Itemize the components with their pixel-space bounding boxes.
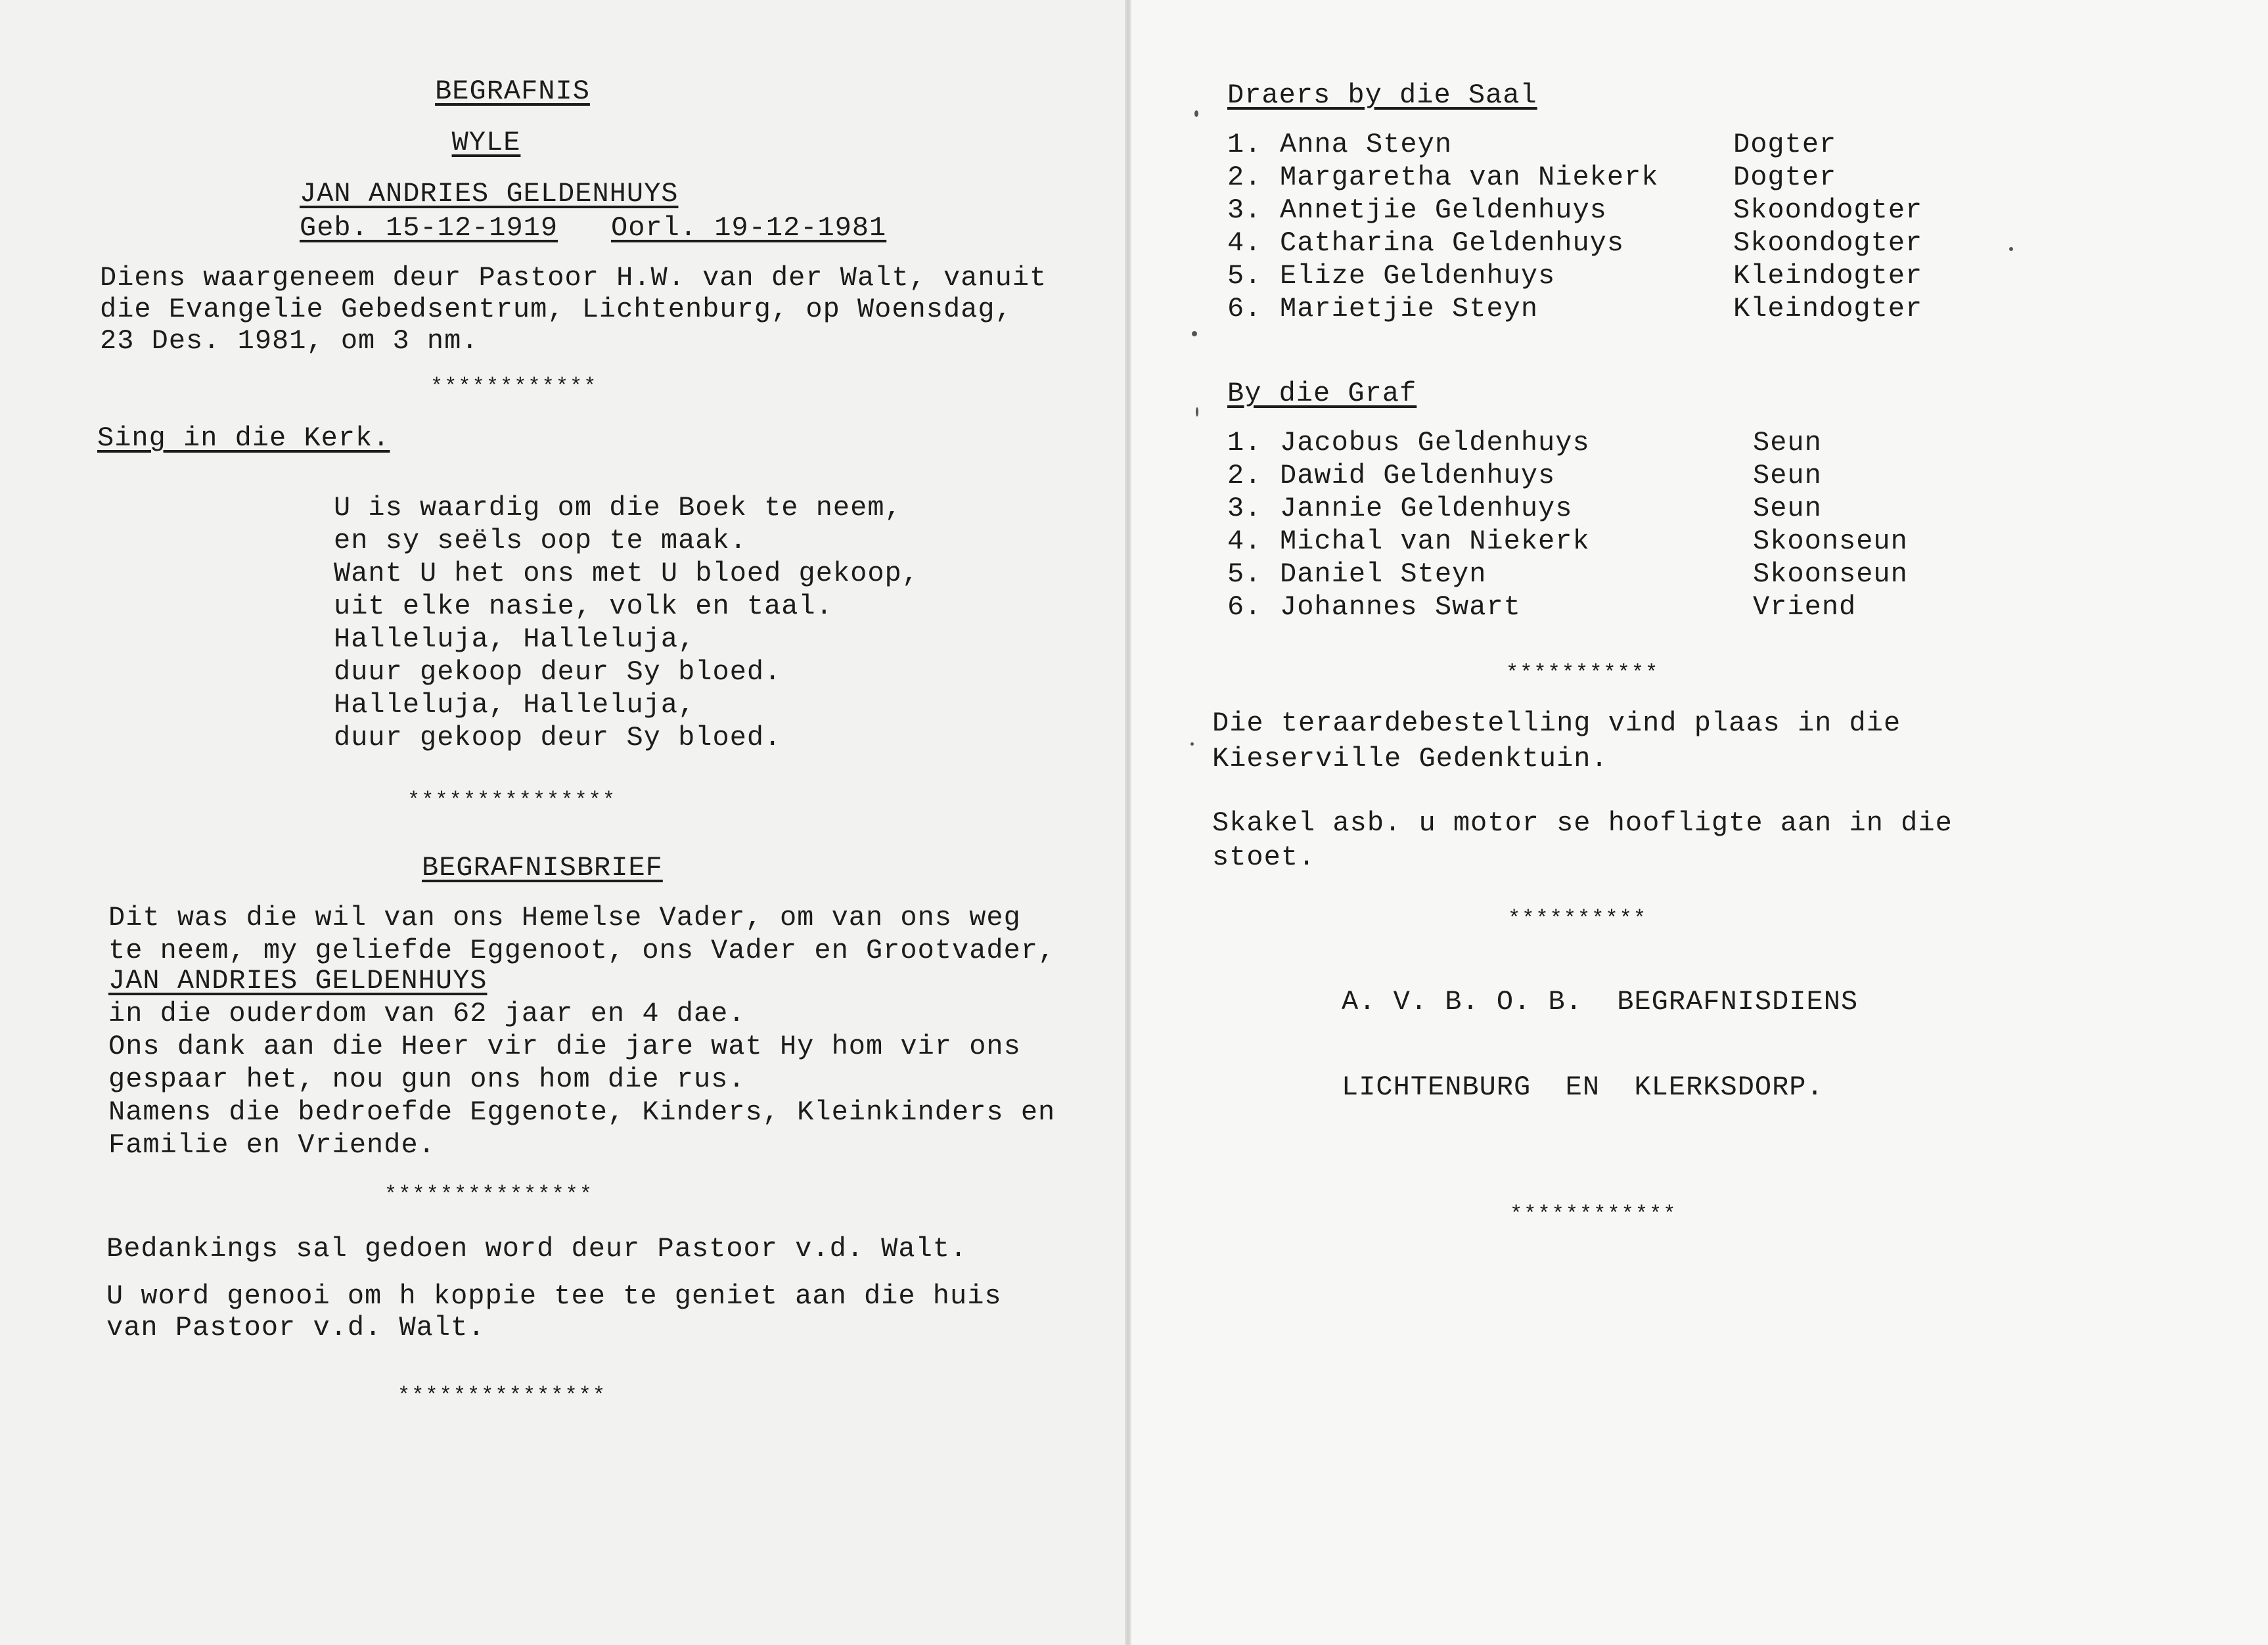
list-item: 6. Marietjie Steyn Kleindogter — [1227, 293, 1923, 325]
pallbearers-grave-list — [1227, 427, 1908, 624]
service-line: 23 Des. 1981, om 3 nm. — [100, 325, 479, 357]
letter-line: in die ouderdom van 62 jaar en 4 dae. — [108, 998, 746, 1029]
document-subtitle: WYLE — [451, 127, 521, 158]
undertaker-location: LICHTENBURG EN KLERKSDORP. — [1342, 1071, 1824, 1103]
list-item: 4. Catharina Geldenhuys Skoondogter — [1227, 227, 1923, 259]
paper-speck — [1196, 407, 1198, 417]
list-item: 6. Johannes Swart Vriend — [1227, 591, 1857, 623]
list-item: 5. Elize Geldenhuys Kleindogter — [1227, 260, 1923, 292]
thanks-line: Bedankings sal gedoen word deur Pastoor v.d. Walt. — [106, 1233, 968, 1265]
list-item: 1. Anna Steyn Dogter — [1227, 129, 1837, 160]
page-fold — [1125, 0, 1131, 1645]
document-title: BEGRAFNIS — [435, 76, 590, 107]
section-heading-graf: By die Graf — [1227, 378, 1417, 409]
paper-speck — [1194, 110, 1198, 117]
song-line: duur gekoop deur Sy bloed. — [334, 722, 782, 754]
separator-stars: *************** — [407, 788, 617, 813]
separator-stars: ************ — [1510, 1202, 1677, 1227]
burial-line: Kieserville Gedenktuin. — [1212, 743, 1608, 775]
pallbearers-hall-list — [1227, 129, 1922, 326]
undertaker-name: A. V. B. O. B. BEGRAFNISDIENS — [1342, 986, 1859, 1018]
list-item: 2. Margaretha van Niekerk Dogter — [1227, 162, 1837, 193]
burial-line: Die teraardebestelling vind plaas in die — [1212, 708, 1901, 739]
song-line: Want U het ons met U bloed gekoop, — [334, 558, 919, 589]
list-item: 3. Jannie Geldenhuys Seun — [1227, 493, 1822, 524]
list-item: 1. Jacobus Geldenhuys Seun — [1227, 427, 1822, 459]
list-item: 4. Michal van Niekerk Skoonseun — [1227, 526, 1908, 557]
letter-line: Namens die bedroefde Eggenote, Kinders, Kleinkinders en — [108, 1096, 1056, 1128]
song-line: en sy seëls oop te maak. — [334, 525, 747, 556]
service-line: die Evangelie Gebedsentrum, Lichtenburg, op Woensdag, — [100, 294, 1012, 325]
letter-line: Dit was die wil van ons Hemelse Vader, om van ons weg — [108, 902, 1021, 934]
invite-line: U word genooi om h koppie tee te geniet aan die huis — [106, 1280, 1002, 1312]
paper-speck — [1192, 331, 1197, 336]
letter-line: Familie en Vriende. — [108, 1129, 436, 1161]
separator-stars: ************ — [430, 374, 598, 399]
list-item: 2. Dawid Geldenhuys Seun — [1227, 460, 1822, 491]
letter-line: gespaar het, nou gun ons hom die rus. — [108, 1064, 746, 1095]
separator-stars: *********** — [1506, 661, 1660, 685]
lights-line: Skakel asb. u motor se hoofligte aan in die — [1212, 807, 1953, 839]
list-item: 5. Daniel Steyn Skoonseun — [1227, 558, 1908, 590]
deceased-name: JAN ANDRIES GELDENHUYS — [300, 178, 679, 210]
invite-line: van Pastoor v.d. Walt. — [106, 1312, 486, 1343]
paper-speck — [2009, 247, 2013, 251]
song-line: uit elke nasie, volk en taal. — [334, 591, 833, 622]
paper-speck — [1191, 742, 1194, 746]
letter-line: JAN ANDRIES GELDENHUYS — [108, 965, 488, 997]
song-line: Halleluja, Halleluja, — [334, 689, 696, 721]
separator-stars: ********** — [1508, 907, 1648, 931]
lights-line: stoet. — [1212, 842, 1316, 873]
birth-date: Geb. 15-12-1919 — [300, 212, 558, 244]
section-heading-saal: Draers by die Saal — [1227, 79, 1537, 111]
section-heading-letter: BEGRAFNISBRIEF — [422, 852, 663, 884]
song-line: Halleluja, Halleluja, — [334, 623, 696, 655]
death-date: Oorl. 19-12-1981 — [611, 212, 887, 244]
separator-stars: *************** — [384, 1183, 594, 1207]
separator-stars: *************** — [397, 1384, 607, 1408]
list-item: 3. Annetjie Geldenhuys Skoondogter — [1227, 194, 1923, 226]
section-heading-sing: Sing in die Kerk. — [97, 422, 390, 454]
letter-line: Ons dank aan die Heer vir die jare wat Hy hom vir ons — [108, 1031, 1021, 1062]
song-line: duur gekoop deur Sy bloed. — [334, 656, 782, 688]
service-line: Diens waargeneem deur Pastoor H.W. van der Walt, vanuit — [100, 262, 1047, 294]
song-line: U is waardig om die Boek te neem, — [334, 492, 902, 524]
letter-line: te neem, my geliefde Eggenoot, ons Vader en Grootvader, — [108, 935, 1056, 966]
